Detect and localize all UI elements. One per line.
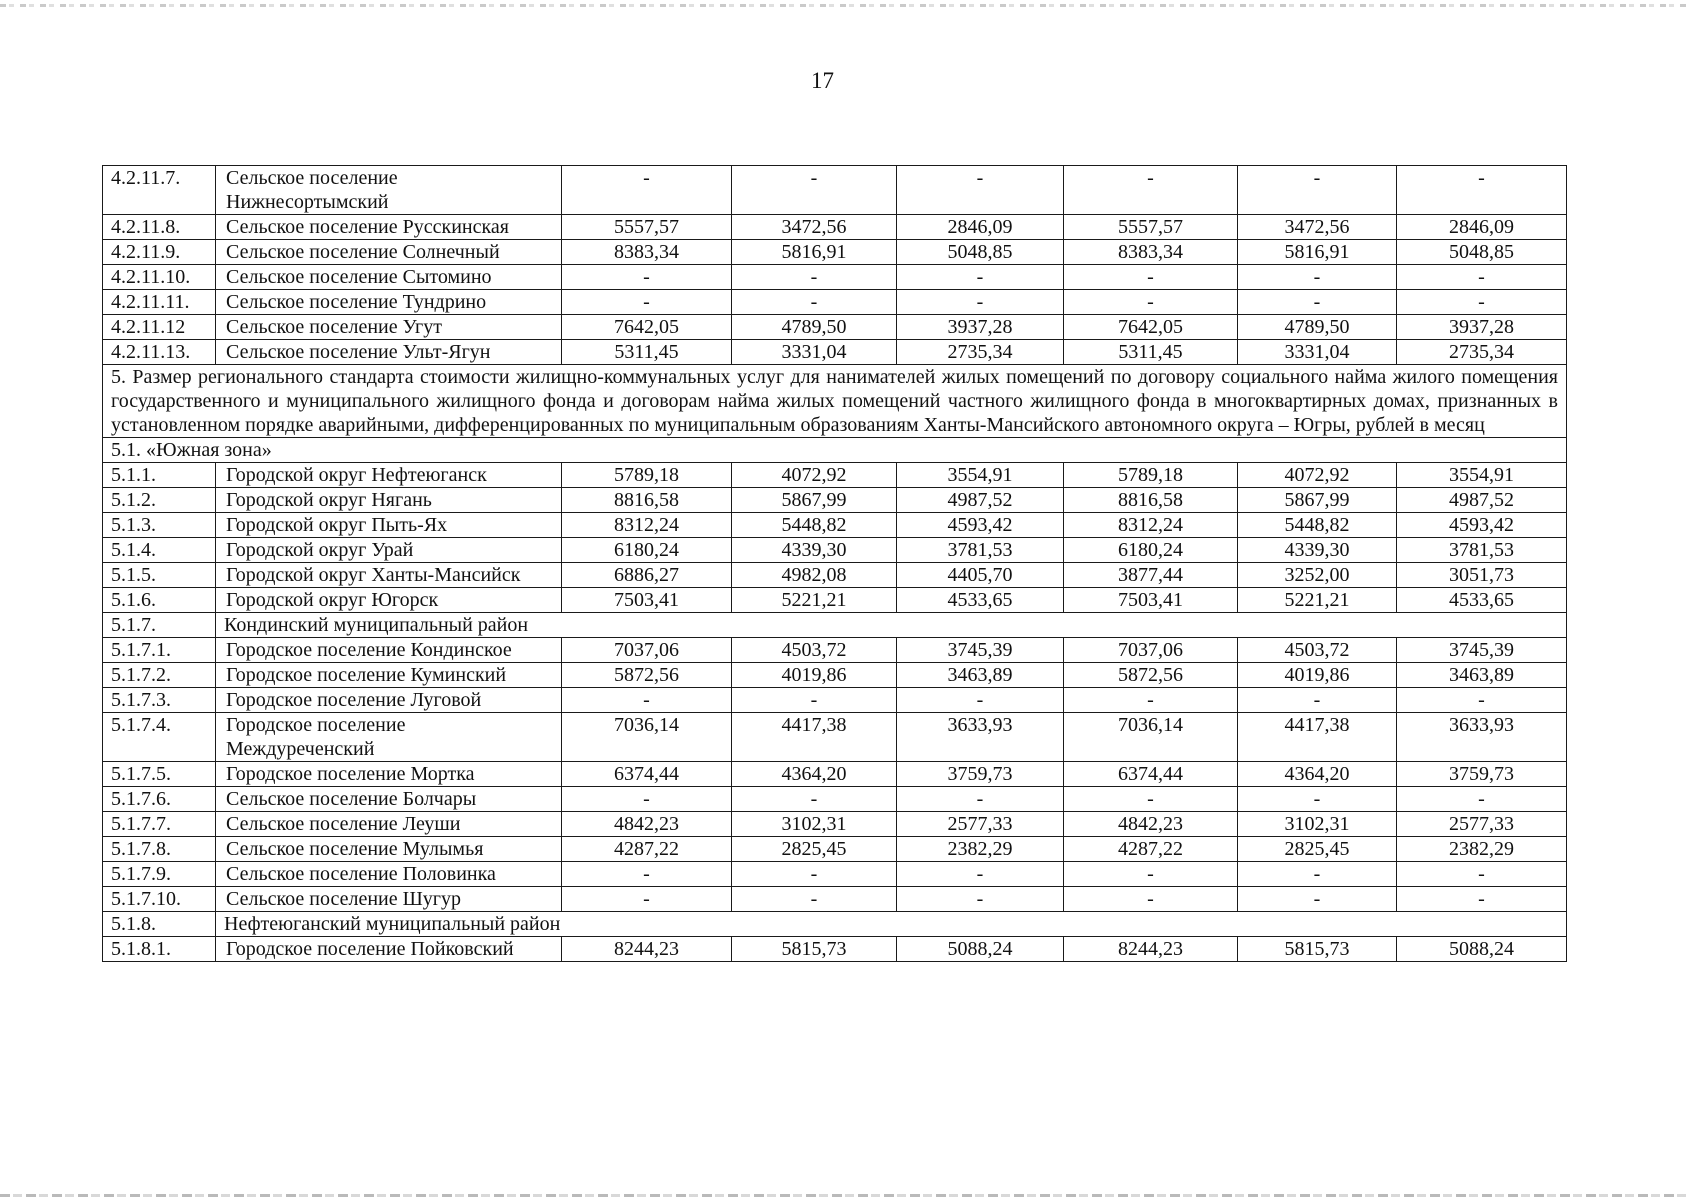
row-value: 4339,30 [1238, 538, 1397, 563]
row-value: 5048,85 [897, 240, 1064, 265]
row-code: 5.1.7. [103, 613, 216, 638]
row-value: - [1238, 787, 1397, 812]
row-value: 3759,73 [1397, 762, 1567, 787]
row-value: 3102,31 [1238, 812, 1397, 837]
row-value: 8244,23 [562, 937, 732, 962]
table-row [103, 638, 1567, 663]
row-value: 7642,05 [562, 315, 732, 340]
row-name: Сельское поселение Половинка [216, 862, 562, 887]
row-value: 5867,99 [1238, 488, 1397, 513]
row-value: 4019,86 [1238, 663, 1397, 688]
section-heading-row [103, 365, 1567, 438]
row-code: 5.1.7.8. [103, 837, 216, 862]
row-value: 4287,22 [1064, 837, 1238, 862]
row-value: 5816,91 [732, 240, 897, 265]
row-value: 4533,65 [897, 588, 1064, 613]
row-value: - [1064, 688, 1238, 713]
row-name: Сельское поселение Русскинская [216, 215, 562, 240]
row-value: 5088,24 [1397, 937, 1567, 962]
row-value: - [1238, 688, 1397, 713]
row-value: - [1238, 862, 1397, 887]
row-name: Городской округ Нефтеюганск [216, 463, 562, 488]
row-value: - [897, 887, 1064, 912]
page-number: 17 [811, 68, 834, 93]
row-code: 5.1.7.3. [103, 688, 216, 713]
row-value: 3745,39 [897, 638, 1064, 663]
table-row [103, 887, 1567, 912]
row-code: 4.2.11.11. [103, 290, 216, 315]
row-value: 2382,29 [897, 837, 1064, 862]
table-row [103, 215, 1567, 240]
row-name: Сельское поселение Нижнесортымский [216, 166, 562, 215]
row-value: 3759,73 [897, 762, 1064, 787]
row-value: 3252,00 [1238, 563, 1397, 588]
row-name: Сельское поселение Солнечный [216, 240, 562, 265]
row-value: 5872,56 [1064, 663, 1238, 688]
row-value: 7037,06 [1064, 638, 1238, 663]
table-row [103, 837, 1567, 862]
row-code: 5.1.7.2. [103, 663, 216, 688]
row-code: 5.1.7.5. [103, 762, 216, 787]
row-value: 4417,38 [1238, 713, 1397, 762]
row-value: 7036,14 [1064, 713, 1238, 762]
row-value: 5815,73 [732, 937, 897, 962]
row-code: 5.1.7.10. [103, 887, 216, 912]
row-value: - [732, 887, 897, 912]
row-name: Городское поселение Междуреченский [216, 713, 562, 762]
table-row [103, 688, 1567, 713]
row-value: - [897, 787, 1064, 812]
row-value: 4405,70 [897, 563, 1064, 588]
row-name: Сельское поселение Шугур [216, 887, 562, 912]
row-value: - [1397, 166, 1567, 215]
row-value: 6374,44 [1064, 762, 1238, 787]
row-value: 6374,44 [562, 762, 732, 787]
row-value: - [1397, 862, 1567, 887]
row-code: 5.1.8. [103, 912, 216, 937]
table-row [103, 488, 1567, 513]
row-code: 5.1.7.7. [103, 812, 216, 837]
table-row [103, 463, 1567, 488]
row-value: 8312,24 [562, 513, 732, 538]
row-value: - [1397, 887, 1567, 912]
row-name: Сельское поселение Сытомино [216, 265, 562, 290]
row-value: 2382,29 [1397, 837, 1567, 862]
row-value: 3463,89 [897, 663, 1064, 688]
table-row [103, 713, 1567, 762]
row-value: - [1238, 887, 1397, 912]
row-value: 2577,33 [1397, 812, 1567, 837]
district-heading-row [103, 613, 1567, 638]
row-value: - [897, 862, 1064, 887]
row-value: - [732, 862, 897, 887]
row-code: 4.2.11.10. [103, 265, 216, 290]
row-value: 4789,50 [732, 315, 897, 340]
table-body [103, 166, 1567, 962]
row-value: 8383,34 [562, 240, 732, 265]
row-code: 5.1.2. [103, 488, 216, 513]
row-value: 2825,45 [732, 837, 897, 862]
row-value: - [897, 688, 1064, 713]
row-code: 4.2.11.12 [103, 315, 216, 340]
row-value: 4987,52 [897, 488, 1064, 513]
table-row [103, 862, 1567, 887]
table-row [103, 315, 1567, 340]
row-value: - [732, 688, 897, 713]
row-value: 8816,58 [1064, 488, 1238, 513]
row-value: 8312,24 [1064, 513, 1238, 538]
row-value: 4593,42 [897, 513, 1064, 538]
row-value: - [897, 290, 1064, 315]
row-value: - [1064, 166, 1238, 215]
row-value: 5557,57 [562, 215, 732, 240]
table-row [103, 588, 1567, 613]
row-value: - [1064, 787, 1238, 812]
row-value: - [1397, 290, 1567, 315]
row-name: Городской округ Урай [216, 538, 562, 563]
row-value: 4503,72 [1238, 638, 1397, 663]
row-value: 7503,41 [1064, 588, 1238, 613]
row-value: 3102,31 [732, 812, 897, 837]
row-name: Городской округ Ханты-Мансийск [216, 563, 562, 588]
row-value: - [897, 265, 1064, 290]
row-value: 2825,45 [1238, 837, 1397, 862]
row-value: 5815,73 [1238, 937, 1397, 962]
row-name: Городской округ Нягань [216, 488, 562, 513]
row-value: 5789,18 [1064, 463, 1238, 488]
row-value: - [1064, 887, 1238, 912]
row-code: 4.2.11.8. [103, 215, 216, 240]
row-value: 3554,91 [1397, 463, 1567, 488]
district-heading-row [103, 912, 1567, 937]
row-value: - [732, 166, 897, 215]
table-row [103, 762, 1567, 787]
row-name: Городской округ Югорск [216, 588, 562, 613]
tariff-table [102, 165, 1567, 962]
row-value: - [562, 290, 732, 315]
row-value: 4789,50 [1238, 315, 1397, 340]
row-value: 3472,56 [732, 215, 897, 240]
row-value: - [732, 787, 897, 812]
row-value: 7036,14 [562, 713, 732, 762]
table-row [103, 563, 1567, 588]
district-heading: Кондинский муниципальный район [216, 613, 1567, 638]
row-value: 5311,45 [562, 340, 732, 365]
row-value: 4364,20 [1238, 762, 1397, 787]
row-value: 5221,21 [732, 588, 897, 613]
row-code: 5.1.7.4. [103, 713, 216, 762]
row-name: Сельское поселение Ульт-Ягун [216, 340, 562, 365]
row-value: 2735,34 [897, 340, 1064, 365]
row-value: 6180,24 [562, 538, 732, 563]
row-code: 5.1.1. [103, 463, 216, 488]
row-value: 7503,41 [562, 588, 732, 613]
row-value: - [897, 166, 1064, 215]
row-value: - [562, 265, 732, 290]
row-value: 4072,92 [732, 463, 897, 488]
row-value: 2577,33 [897, 812, 1064, 837]
row-name: Городское поселение Кондинское [216, 638, 562, 663]
row-value: 4982,08 [732, 563, 897, 588]
row-code: 4.2.11.13. [103, 340, 216, 365]
row-value: - [1397, 787, 1567, 812]
scan-edge-top [0, 4, 1686, 7]
row-value: 4503,72 [732, 638, 897, 663]
section-heading: 5. Размер регионального стандарта стоимости жилищно-коммунальных услуг для нанимателей жилых помещений по договору социального найма жилого помещения государственного и муниципального жилищного фонда и договорам найма жилых помещений частного жилищного фонда в многоквартирных домах, признанных в установленном порядке аварийными, дифференцированных по муниципальным образованиям Ханты-Мансийского автономного округа – Югры, рублей в месяц [103, 365, 1567, 438]
row-code: 5.1.3. [103, 513, 216, 538]
row-value: 2846,09 [897, 215, 1064, 240]
row-name: Сельское поселение Болчары [216, 787, 562, 812]
row-value: 5789,18 [562, 463, 732, 488]
row-value: 5221,21 [1238, 588, 1397, 613]
district-heading: Нефтеюганский муниципальный район [216, 912, 1567, 937]
row-value: 4072,92 [1238, 463, 1397, 488]
row-code: 5.1.4. [103, 538, 216, 563]
row-value: 5311,45 [1064, 340, 1238, 365]
row-value: 5088,24 [897, 937, 1064, 962]
row-value: 3745,39 [1397, 638, 1567, 663]
row-value: - [562, 862, 732, 887]
row-name: Сельское поселение Тундрино [216, 290, 562, 315]
row-value: - [562, 887, 732, 912]
row-value: - [1238, 166, 1397, 215]
row-value: 5872,56 [562, 663, 732, 688]
row-value: 3781,53 [897, 538, 1064, 563]
row-code: 5.1.7.6. [103, 787, 216, 812]
table-row [103, 340, 1567, 365]
row-name: Сельское поселение Леуши [216, 812, 562, 837]
row-name: Городское поселение Луговой [216, 688, 562, 713]
row-value: - [562, 787, 732, 812]
row-value: 3331,04 [1238, 340, 1397, 365]
row-value: 2735,34 [1397, 340, 1567, 365]
row-code: 5.1.5. [103, 563, 216, 588]
row-value: 4287,22 [562, 837, 732, 862]
row-value: 7037,06 [562, 638, 732, 663]
row-value: 3781,53 [1397, 538, 1567, 563]
row-value: 4533,65 [1397, 588, 1567, 613]
row-value: - [732, 290, 897, 315]
row-value: 4842,23 [562, 812, 732, 837]
row-name: Сельское поселение Угут [216, 315, 562, 340]
table-row [103, 937, 1567, 962]
row-value: - [732, 265, 897, 290]
row-value: - [1238, 290, 1397, 315]
row-value: - [1064, 290, 1238, 315]
row-value: 4364,20 [732, 762, 897, 787]
row-code: 5.1.7.9. [103, 862, 216, 887]
row-value: 3051,73 [1397, 563, 1567, 588]
row-value: 3937,28 [1397, 315, 1567, 340]
row-value: 8244,23 [1064, 937, 1238, 962]
row-value: 3554,91 [897, 463, 1064, 488]
row-name: Городское поселение Мортка [216, 762, 562, 787]
row-value: 3633,93 [897, 713, 1064, 762]
row-value: 3331,04 [732, 340, 897, 365]
row-value: 3937,28 [897, 315, 1064, 340]
row-value: 4339,30 [732, 538, 897, 563]
table-row [103, 812, 1567, 837]
row-value: 4842,23 [1064, 812, 1238, 837]
row-code: 5.1.6. [103, 588, 216, 613]
row-value: 3463,89 [1397, 663, 1567, 688]
table-row [103, 166, 1567, 215]
row-value: - [1397, 688, 1567, 713]
row-value: 5867,99 [732, 488, 897, 513]
row-value: 2846,09 [1397, 215, 1567, 240]
row-value: 3877,44 [1064, 563, 1238, 588]
row-name: Городское поселение Пойковский [216, 937, 562, 962]
row-name: Сельское поселение Мулымья [216, 837, 562, 862]
row-value: - [562, 688, 732, 713]
zone-heading-row [103, 438, 1567, 463]
row-name: Городское поселение Куминский [216, 663, 562, 688]
row-value: 8383,34 [1064, 240, 1238, 265]
table-row [103, 513, 1567, 538]
row-value: 5048,85 [1397, 240, 1567, 265]
row-value: 6886,27 [562, 563, 732, 588]
row-value: - [1064, 265, 1238, 290]
row-value: 6180,24 [1064, 538, 1238, 563]
row-value: 5448,82 [1238, 513, 1397, 538]
row-value: 5816,91 [1238, 240, 1397, 265]
table-row [103, 290, 1567, 315]
row-value: 7642,05 [1064, 315, 1238, 340]
row-value: 3472,56 [1238, 215, 1397, 240]
row-value: - [562, 166, 732, 215]
row-value: 4019,86 [732, 663, 897, 688]
row-code: 5.1.8.1. [103, 937, 216, 962]
table-row [103, 787, 1567, 812]
table-row [103, 240, 1567, 265]
row-value: - [1238, 265, 1397, 290]
row-code: 4.2.11.7. [103, 166, 216, 215]
scan-edge-bottom [0, 1194, 1686, 1197]
row-value: 5448,82 [732, 513, 897, 538]
row-code: 5.1.7.1. [103, 638, 216, 663]
row-value: 4593,42 [1397, 513, 1567, 538]
row-value: 8816,58 [562, 488, 732, 513]
row-code: 4.2.11.9. [103, 240, 216, 265]
table-row [103, 663, 1567, 688]
row-value: 4987,52 [1397, 488, 1567, 513]
row-name: Городской округ Пыть-Ях [216, 513, 562, 538]
zone-heading: 5.1. «Южная зона» [103, 438, 1567, 463]
table-row [103, 538, 1567, 563]
row-value: 4417,38 [732, 713, 897, 762]
row-value: - [1064, 862, 1238, 887]
table-row [103, 265, 1567, 290]
row-value: - [1397, 265, 1567, 290]
row-value: 5557,57 [1064, 215, 1238, 240]
row-value: 3633,93 [1397, 713, 1567, 762]
